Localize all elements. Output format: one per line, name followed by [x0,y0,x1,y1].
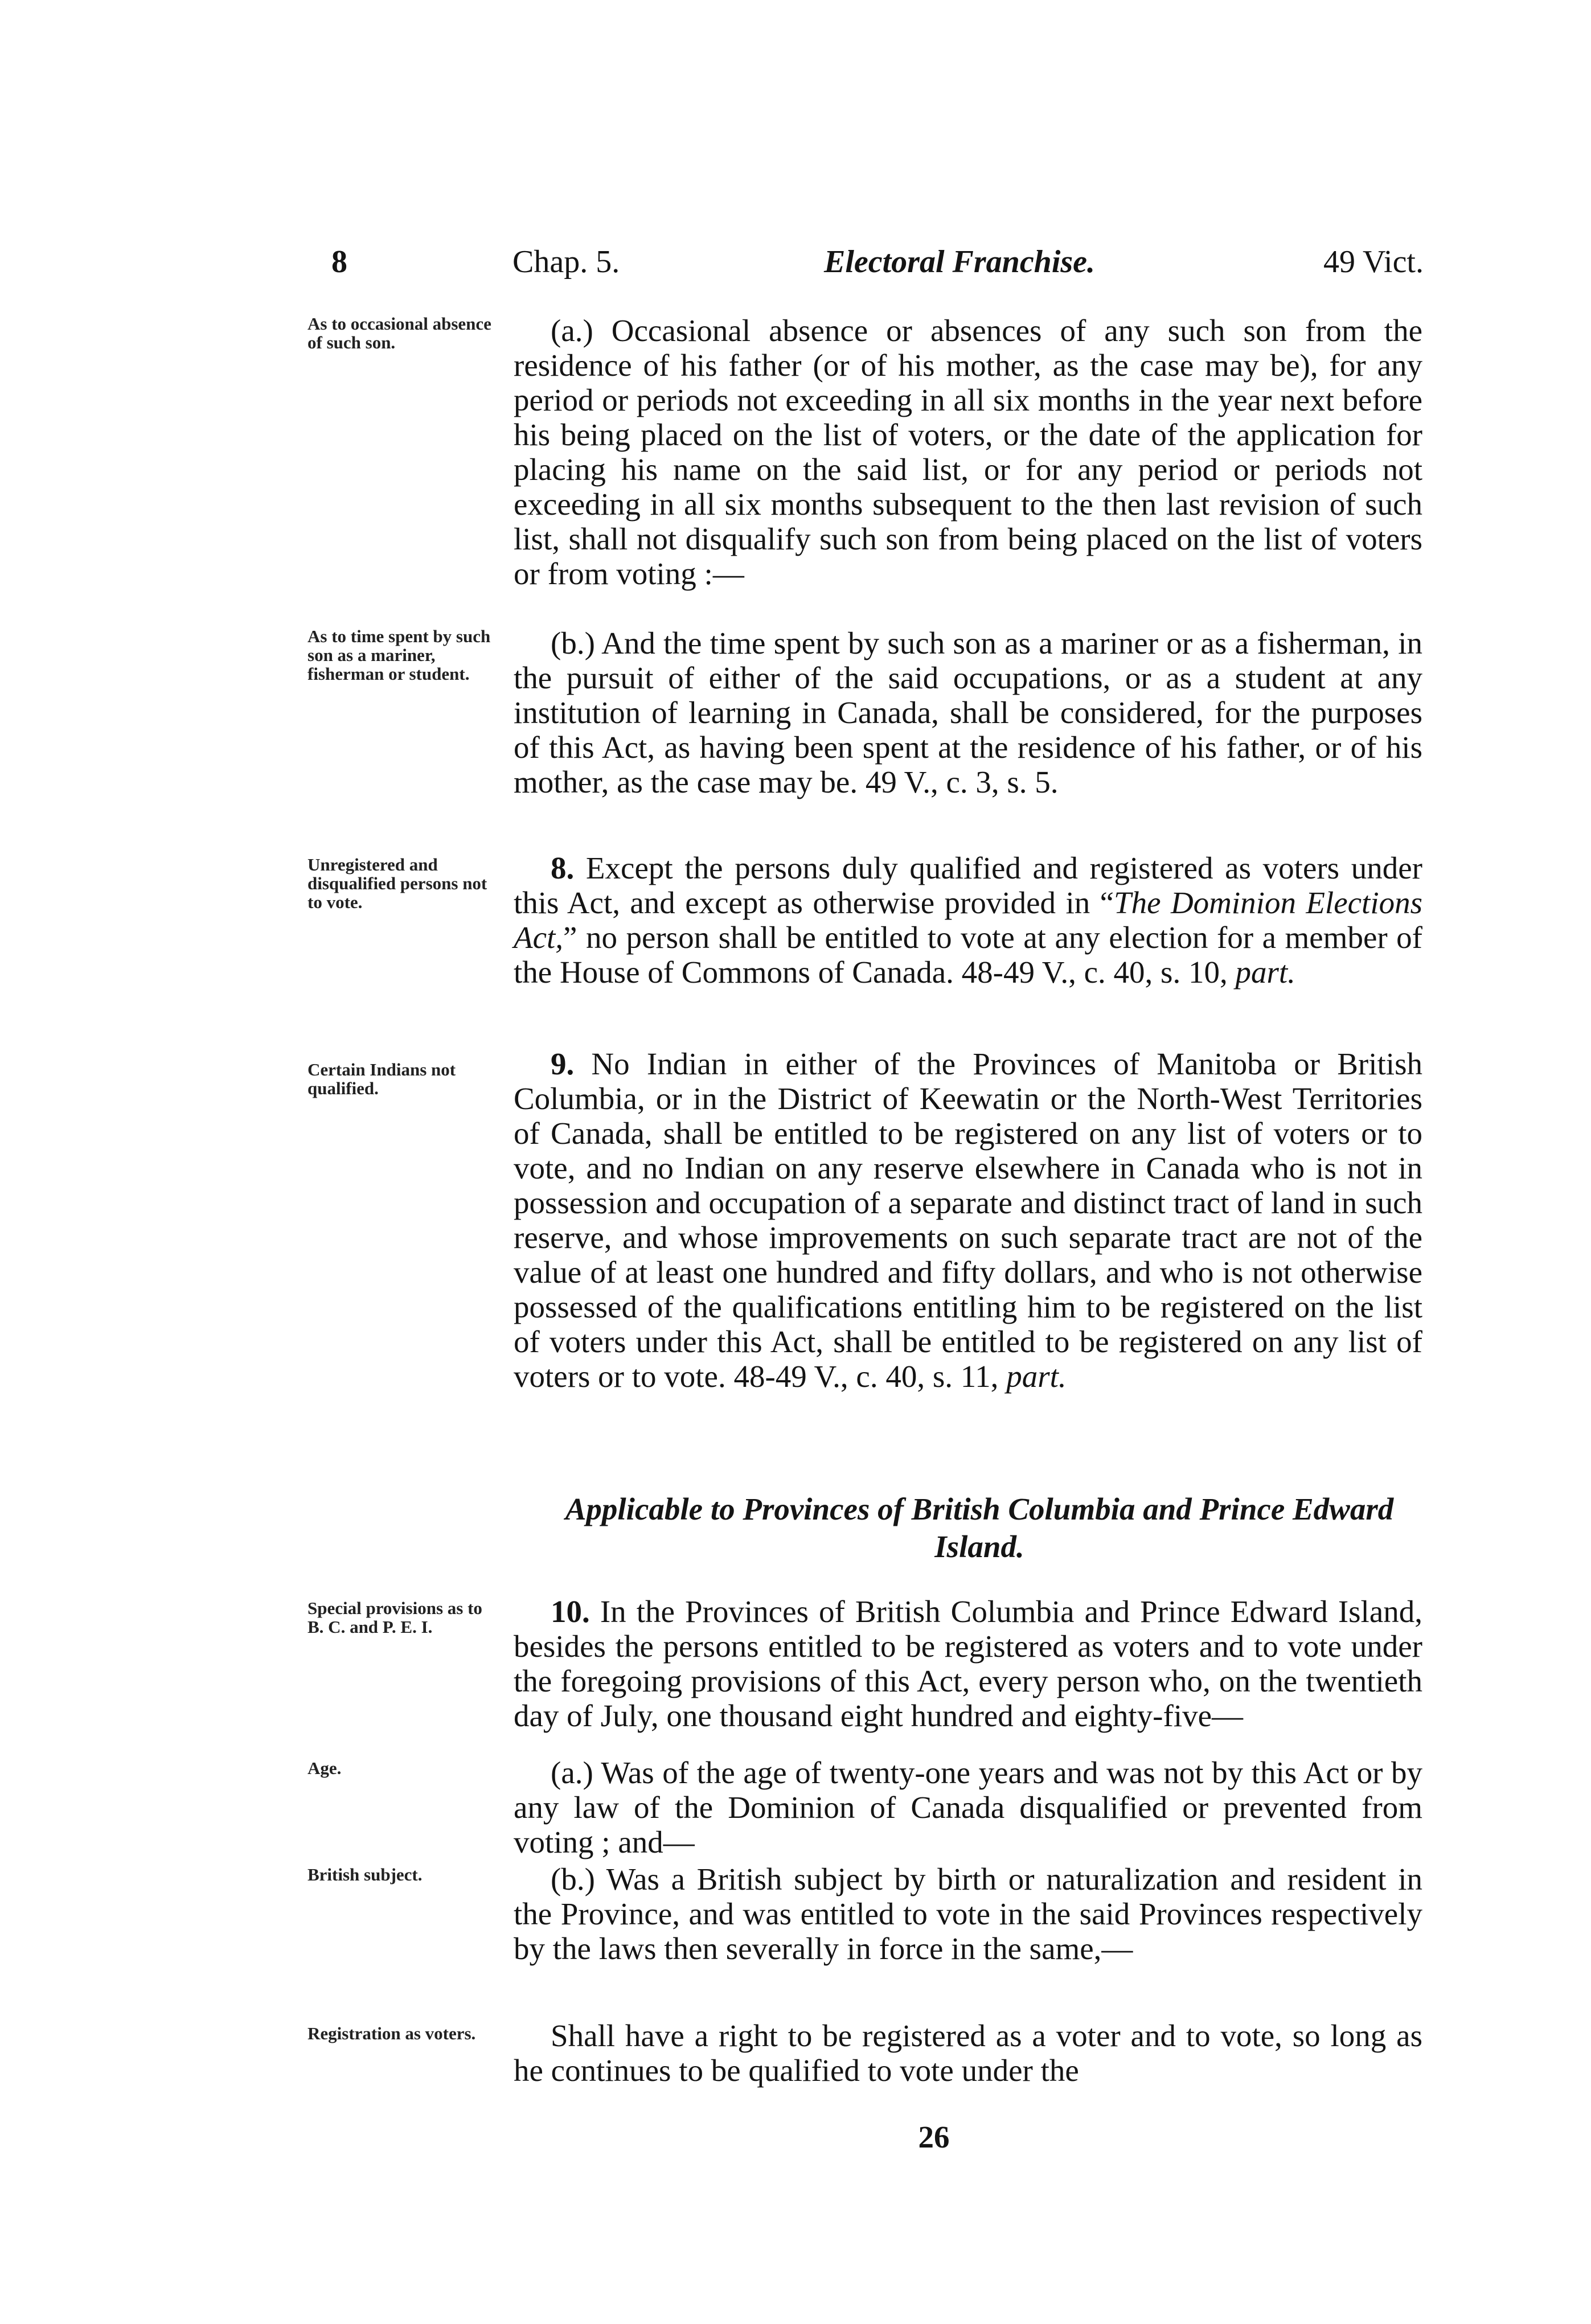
section-number: 9. [551,1046,575,1081]
section-text [514,626,1422,799]
clause-text: Occasional absence or absences of any such son from the residence of his father (or of his mother, as the case may be), for any period or periods not exceeding in all six months in the year next before his being placed on the list of voters, or the date of the application for placing his name on the said list, or for any period or periods not exceeding in all six months subsequent to the then last revision of such list, shall not disqualify such son from being placed on the list of voters or from voting :— [514,313,1422,591]
section-text [514,1594,1422,1733]
margin-note: Special provisions as to B. C. and P. E. I. [307,1598,482,1637]
citation-part: part. [1235,955,1295,989]
section-number: 8. [551,851,575,885]
chapter-label: Chap. 5. [512,244,620,280]
clause-text: Except the persons duly qualified and registered as voters under this Act, and except as otherwise provided in “ [514,851,1422,920]
regnal-year: 49 Vict. [1323,244,1424,280]
clause-label: (b.) [551,626,595,660]
clause-text: ” no person shall be entitled to vote at any election for a member of the House of Commons of Canada. 48-49 V., c. 40, s. 10, [514,920,1422,989]
margin-note: Certain Indians not qualified. [307,1060,456,1098]
margin-note: British subject. [307,1865,423,1884]
clause-text: And the time spent by such son as a mariner or as a fisherman, in the pursuit of either of the said occupations, or as a student at any institution of learning in Canada, shall be considered, for the purposes of this Act, as having been spent at the residence of his father, or of his mother, as the case may be. 49 V., c. 3, s. 5. [514,626,1422,799]
section-text [514,1862,1422,1966]
section-text [514,851,1422,989]
citation-part: part. [1006,1359,1067,1394]
header-title: Electoral Franchise. [824,244,1096,280]
section-text [514,1755,1422,1859]
margin-note: As to time spent by such son as a mariner, fisherman or student. [307,626,491,684]
clause-text: In the Provinces of British Columbia and Prince Edward Island, besides the persons entitled to be registered as voters and to vote under the foregoing provisions of this Act, every person who, on the twentieth day of July, one thousand eight hundred and eighty-five— [514,1594,1422,1733]
section-text [514,1046,1422,1394]
running-header [309,244,1424,289]
page-number: 8 [331,244,347,280]
margin-note: Unregistered and disqualified persons not to vote. [307,855,487,912]
subheading: Applicable to Provinces of British Columbia and Prince Edward Island. [565,1492,1394,1564]
margin-note: As to occasional absence of such son. [307,314,491,352]
clause-label: (b.) [551,1862,595,1896]
section-text [514,313,1422,591]
section-number: 10. [551,1594,590,1629]
clause-text: No Indian in either of the Provinces of Manitoba or British Columbia, or in the District of Keewatin or the North-West Territories of Canada, shall be entitled to be registered on any list of voters or to vote, and no Indian on any reserve elsewhere in Canada who is not in possession and occupation of a separate and distinct tract of land in such reserve, and whose improvements on such separate tract are not of the value of at least one hundred and fifty dollars, and who is not otherwise possessed of the qualifications entitling him to be registered on the list of voters under this Act, shall be entitled to be registered on any list of voters or to vote. 48-49 V., c. 40, s. 11, [514,1046,1422,1394]
margin-note: Age. [307,1758,342,1778]
clause-label: (a.) [551,313,593,348]
section-text: Shall have a right to be registered as a voter and to vote, so long as he continues to be qualified to vote under the [514,2018,1422,2088]
clause-text: Was a British subject by birth or naturalization and resident in the Province, and was entitled to vote in the said Provinces respectively by the laws then severally in force in the same,— [514,1862,1422,1966]
folio-number: 26 [918,2120,950,2154]
clause-label: (a.) [551,1755,593,1790]
margin-note: Registration as voters. [307,2023,476,2043]
clause-text: Was of the age of twenty-one years and was not by this Act or by any law of the Dominion of Canada disqualified or prevented from voting ; and— [514,1755,1422,1859]
act-title: The Dominion Elections Act, [514,885,1423,955]
